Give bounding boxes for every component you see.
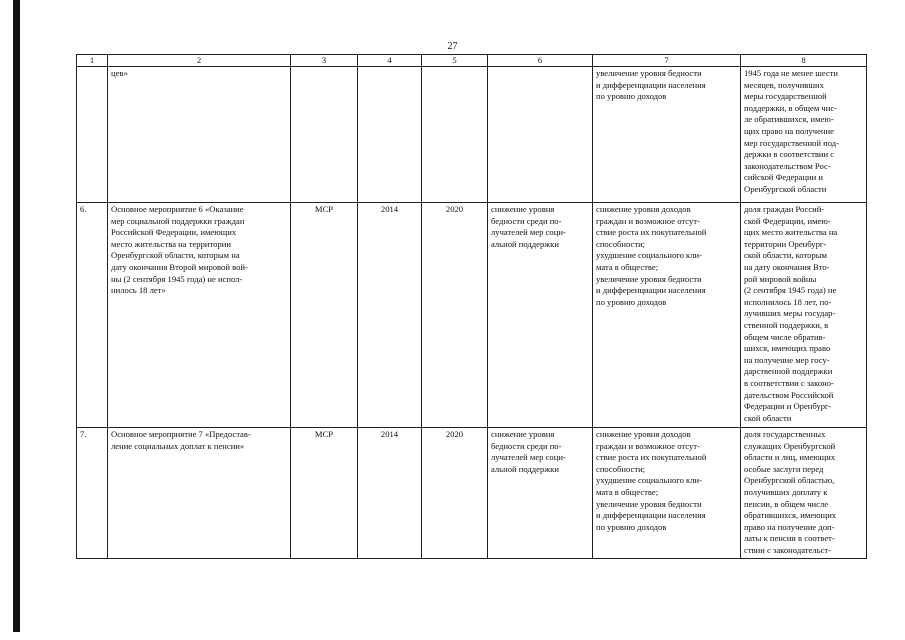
start-year: 2014 [358,203,422,428]
column-header: 3 [291,55,358,67]
column-header: 2 [108,55,291,67]
column-header: 1 [77,55,108,67]
start-year: 2014 [358,428,422,559]
end-year [422,67,488,203]
event-name: Основное мероприятие 6 «Оказание мер социальной поддержки граждан Российской Федерации, имеющих место жительства на территории Оренбургской области, которым на дату окончания Второй мировой вой- ны (2 сентября 1945 года) не испол- нилось 18 лет» [108,203,291,428]
row-number: 7. [77,428,108,559]
end-year: 2020 [422,203,488,428]
expected-result [488,67,593,203]
executor: МСР [291,203,358,428]
table-row [77,428,867,559]
column-header: 6 [488,55,593,67]
start-year [358,67,422,203]
table-row [77,203,867,428]
non-implementation-consequences: увеличение уровня бедности и дифференциации населения по уровню доходов [593,67,741,203]
column-header: 7 [593,55,741,67]
column-number-row [77,55,867,67]
end-year: 2020 [422,428,488,559]
expected-result: снижение уровня бедности среди по- лучателей мер соци- альной поддержки [488,203,593,428]
non-implementation-consequences: снижение уровня доходов граждан и возможное отсут- ствие роста их покупательной способности; ухудшение социального кли- мата в обществе; увеличение уровня бедности и дифференциации населения по уровню доходов [593,203,741,428]
event-name: цев» [108,67,291,203]
expected-result: снижение уровня бедности среди по- лучателей мер соци- альной поддержки [488,428,593,559]
executor: МСР [291,428,358,559]
activities-table [76,54,867,559]
non-implementation-consequences: снижение уровня доходов граждан и возможное отсут- ствие роста их покупательной способности; ухудшение социального кли- мата в обществе; увеличение уровня бедности и дифференциации населения по уровню доходов [593,428,741,559]
indicator-link: доля граждан Россий- ской Федерации, имею- щих место жительства на территории Оренбург- ской области, которым на дату окончания Вто- рой мировой войны (2 сентября 1945 года) не исполнилось 18 лет, по- лучивших меры государ- ственной поддержки, в общем числе обратив- шихся, имеющих право на получение мер госу- дарственной поддержки в соответствии с законо- дательством Российской Федерации и Оренбург- ской области [741,203,867,428]
column-header: 4 [358,55,422,67]
event-name: Основное мероприятие 7 «Предостав- ление социальных доплат к пенсии» [108,428,291,559]
page-number: 27 [447,41,458,52]
row-number [77,67,108,203]
binding-margin-bar [13,0,20,632]
column-header: 8 [741,55,867,67]
table-row [77,67,867,203]
indicator-link: доля государственных служащих Оренбургской области и лиц, имеющих особые заслуги перед Оренбургской областью, получивших доплату к пенсии, в общем числе обратившихся, имеющих право на получение доп- латы к пенсии в соответ- ствии с законодательст- [741,428,867,559]
executor [291,67,358,203]
column-header: 5 [422,55,488,67]
indicator-link: 1945 года не менее шести месяцев, получивших меры государственной поддержки, в общем чис- ле обратившихся, имею- щих право на получение мер государственной под- держки в соответствии с законодательством Рос- сийской Федерации и Оренбургской области [741,67,867,203]
row-number: 6. [77,203,108,428]
